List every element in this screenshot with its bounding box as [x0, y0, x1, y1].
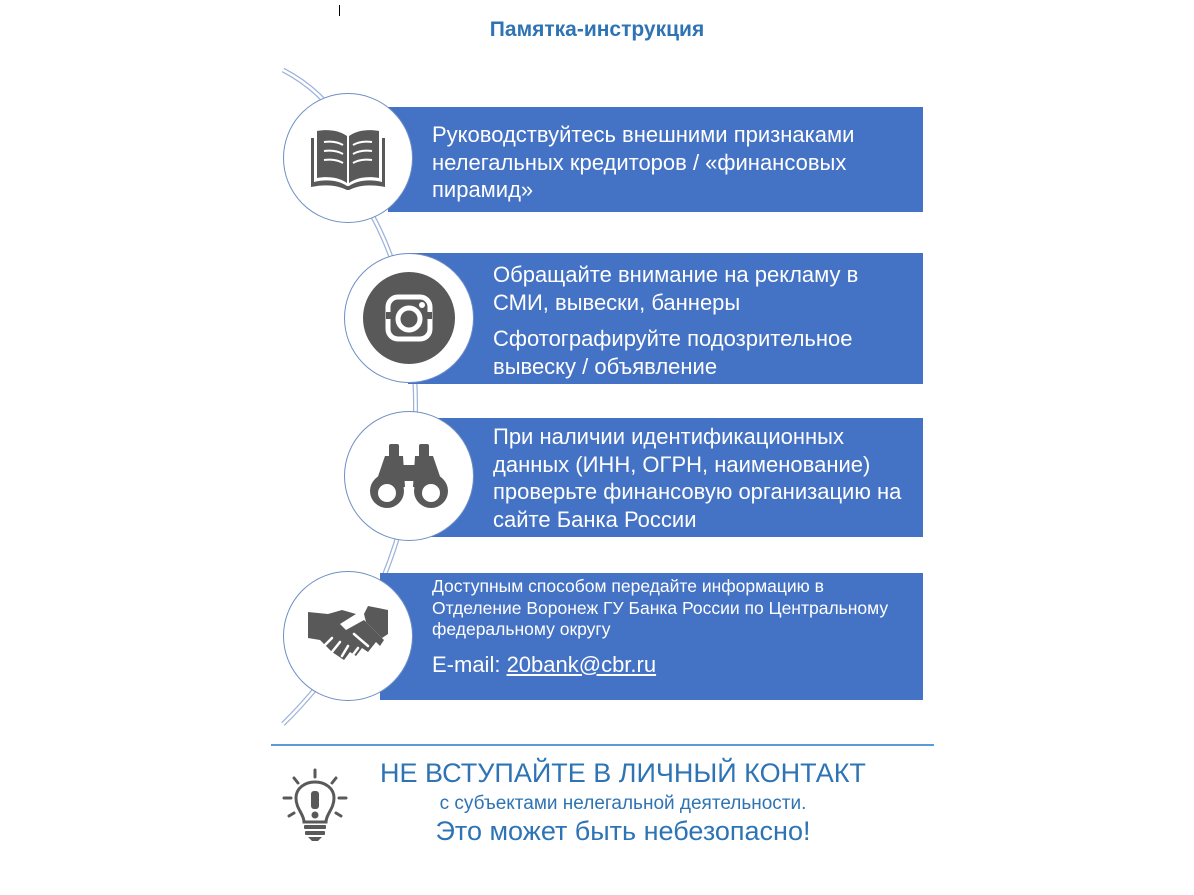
warning-headline: НЕ ВСТУПАЙТЕ В ЛИЧНЫЙ КОНТАКТ	[380, 758, 866, 788]
warning-danger: Это может быть небезопасно!	[435, 816, 811, 846]
open-book-icon	[311, 126, 385, 190]
handshake-icon	[306, 604, 390, 668]
step-2-circle	[344, 253, 474, 383]
step-4-circle	[283, 571, 413, 701]
lightbulb-icon	[280, 768, 350, 842]
text-cursor	[339, 5, 340, 16]
warning-subline: с субъектами нелегальной деятельности.	[439, 793, 807, 814]
step-card-3	[408, 418, 923, 537]
step-3-circle	[344, 411, 474, 541]
step-card-1	[388, 107, 923, 212]
email-label: E-mail:	[432, 651, 507, 677]
section-divider	[271, 744, 934, 746]
step-2-text-b: Сфотографируйте подозрительное вывеску / объявление	[493, 326, 853, 379]
binoculars-icon	[369, 441, 449, 511]
page-title: Памятка-инструкция	[489, 18, 705, 41]
step-2-text-a: Обращайте внимание на рекламу в СМИ, вывески, баннеры	[493, 262, 859, 315]
step-4-text: Доступным способом передайте информацию в Отделение Воронеж ГУ Банка России по Центральному федеральному округу	[432, 576, 889, 639]
step-1-circle	[283, 93, 413, 223]
email-line	[432, 652, 903, 678]
step-1-text: Руководствуйтесь внешними признаками нелегальных кредиторов / «финансовых пирамид»	[432, 122, 855, 202]
step-card-4	[380, 573, 923, 700]
step-3-text: При наличии идентификационных данных (ИНН, ОГРН, наименование) проверьте финансовую организацию на сайте Банка России	[493, 424, 902, 532]
email-link[interactable]: 20bank@cbr.ru	[506, 651, 657, 677]
step-card-2	[408, 253, 923, 384]
camera-icon	[363, 272, 455, 364]
